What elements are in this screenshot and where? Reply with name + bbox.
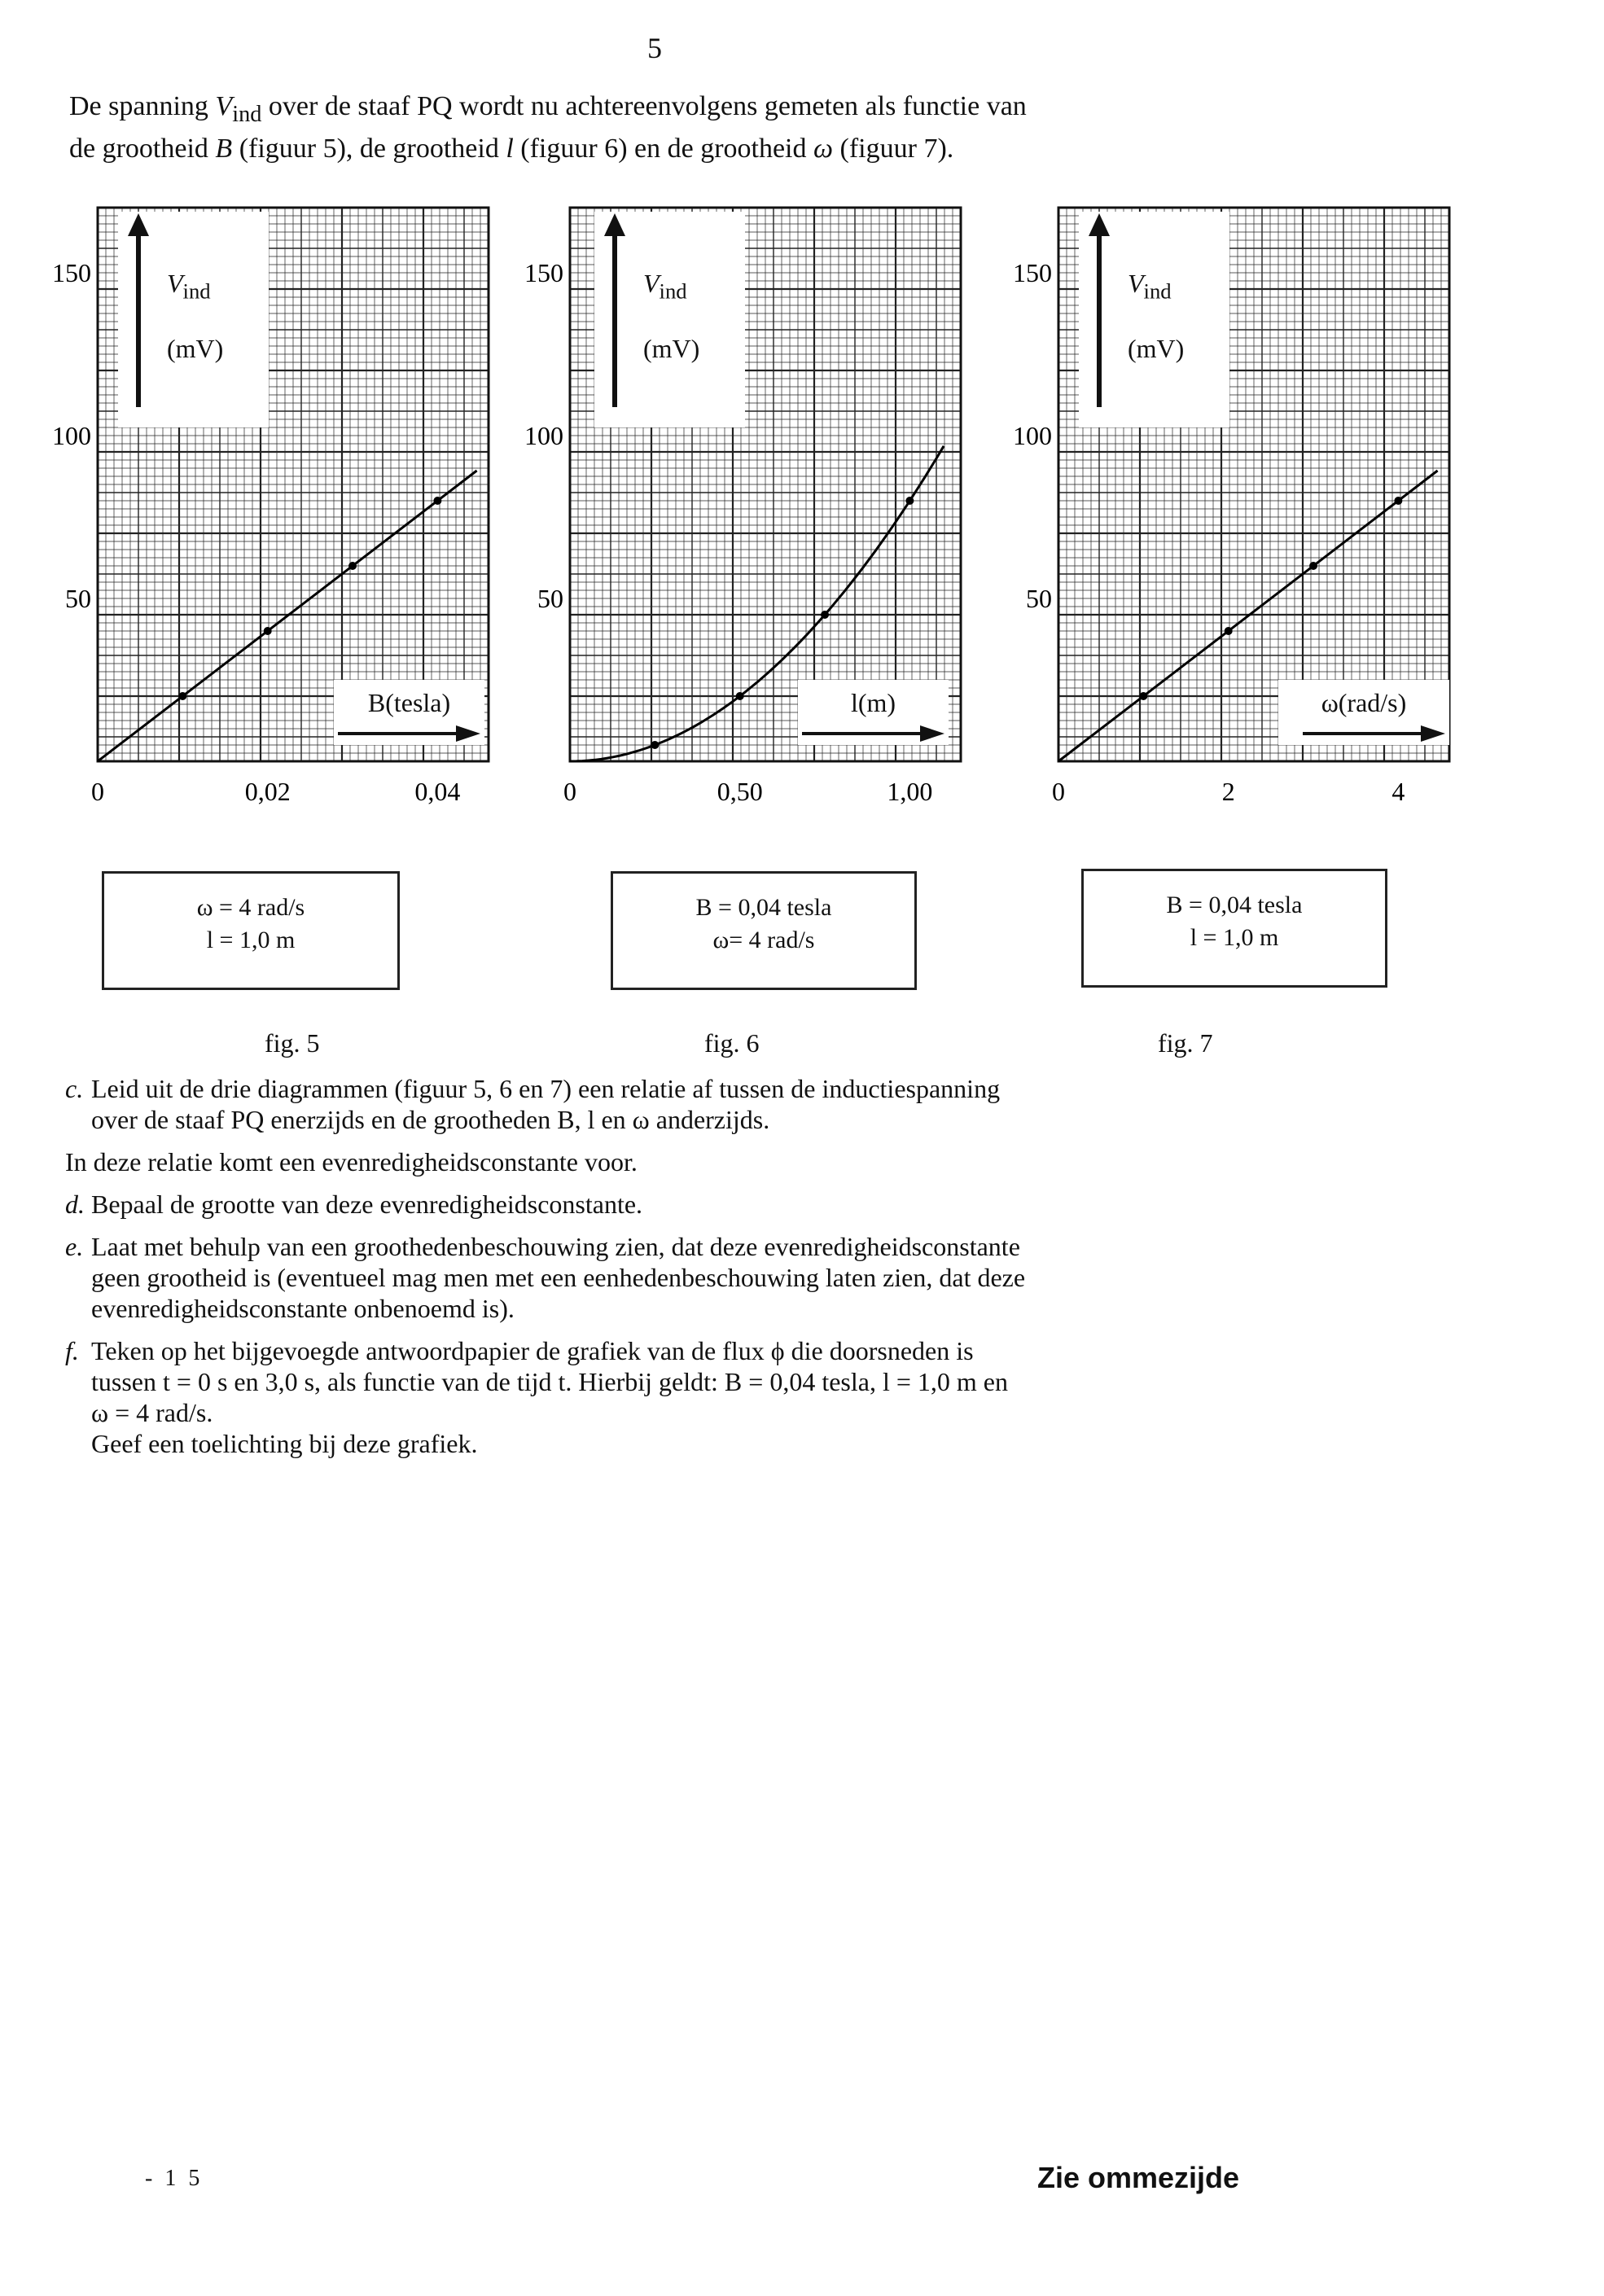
page-code: - 1 5 <box>145 2166 204 2191</box>
questions-list <box>65 1073 1303 1470</box>
y-tick-label: 150 <box>52 258 91 287</box>
y-tick-label: 50 <box>537 584 563 613</box>
x-tick-label: 0 <box>91 777 104 806</box>
fig7-caption: fig. 7 <box>1158 1028 1213 1058</box>
data-point <box>264 627 272 635</box>
x-tick-label: 0,04 <box>414 777 461 806</box>
x-tick-label: 4 <box>1391 777 1405 806</box>
figure-5 <box>52 191 546 1058</box>
question-c: c. Leid uit de drie diagrammen (figuur 5, 6 en 7) een relatie af tussen de inductiespanning over de staaf PQ enerzijds en de grootheden B, l en ω anderzijds. <box>65 1074 1001 1134</box>
data-point <box>348 562 357 570</box>
x-tick-label: 0,50 <box>717 777 763 806</box>
data-point <box>1309 562 1317 570</box>
data-point <box>178 692 186 700</box>
fig7-conditions-box: B = 0,04 tesla l = 1,0 m <box>1081 869 1387 988</box>
intro-paragraph: De spanning $V_{ind}$ over de staaf PQ wordt nu achtereenvolgens gemeten als functie van de grootheid B (figuur 5), de grootheid l (figuur 6) en de grootheid ω (figuur 7). <box>69 91 1027 164</box>
x-tick-label: 0 <box>1052 777 1065 806</box>
fig6-conditions-box: B = 0,04 tesla ω= 4 rad/s <box>611 871 917 990</box>
x-tick-label: 1,00 <box>887 777 933 806</box>
question-f: f. Teken op het bijgevoegde antwoordpapier de grafiek van de flux ϕ die doorsneden is tussen t = 0 s en 3,0 s, als functie van de tijd t. Hierbij geldt: B = 0,04 tesla, l = 1,0 m en ω = 4 rad/s. Geef een toelichting bij deze grafiek. <box>65 1336 1008 1458</box>
fig7-y-axis-label: $V_{ind}$ (mV) <box>1079 212 1229 427</box>
x-tick-label: 0 <box>563 777 576 806</box>
y-tick-label: 150 <box>524 258 563 287</box>
fig6-caption: fig. 6 <box>704 1028 760 1058</box>
data-point <box>651 741 659 749</box>
fig5-y-axis-label: $V_{ind}$ (mV) <box>118 212 269 427</box>
data-point <box>433 497 441 505</box>
y-tick-label: 150 <box>1013 258 1052 287</box>
y-tick-label: 100 <box>524 421 563 450</box>
fig6-y-axis-label: $V_{ind}$ (mV) <box>594 212 745 427</box>
data-point <box>1225 627 1233 635</box>
fig5-caption: fig. 5 <box>265 1028 320 1058</box>
y-tick-label: 50 <box>1026 584 1052 613</box>
relation-note: In deze relatie komt een evenredigheidsconstante voor. <box>65 1147 638 1176</box>
data-point <box>905 497 914 505</box>
turn-over-note: Zie ommezijde <box>1037 2161 1240 2194</box>
y-tick-label: 100 <box>1013 421 1052 450</box>
figure-6 <box>524 191 1018 1058</box>
fig7-x-axis-label: ω(rad/s) <box>1278 680 1449 745</box>
fig6-x-axis-label: l(m) <box>798 680 949 745</box>
x-tick-label: 0,02 <box>244 777 291 806</box>
y-tick-label: 50 <box>65 584 91 613</box>
data-point <box>736 692 744 700</box>
data-point <box>1394 497 1402 505</box>
data-point <box>1139 692 1147 700</box>
question-e: e. Laat met behulp van een groothedenbeschouwing zien, dat deze evenredigheidsconstante geen grootheid is (eventueel mag men met een eenhedenbeschouwing laten zien, dat deze evenredigheidsconstante onbenoemd is). <box>65 1232 1026 1323</box>
data-point <box>821 611 829 619</box>
y-tick-label: 100 <box>52 421 91 450</box>
fig5-x-axis-label: B(tesla) <box>334 680 484 745</box>
question-d: d. Bepaal de grootte van deze evenredigheidsconstante. <box>65 1190 643 1219</box>
figure-7 <box>1013 191 1506 1058</box>
page-number: 5 <box>647 32 662 64</box>
x-tick-label: 2 <box>1221 777 1235 806</box>
fig5-conditions-box: ω = 4 rad/s l = 1,0 m <box>102 871 400 990</box>
